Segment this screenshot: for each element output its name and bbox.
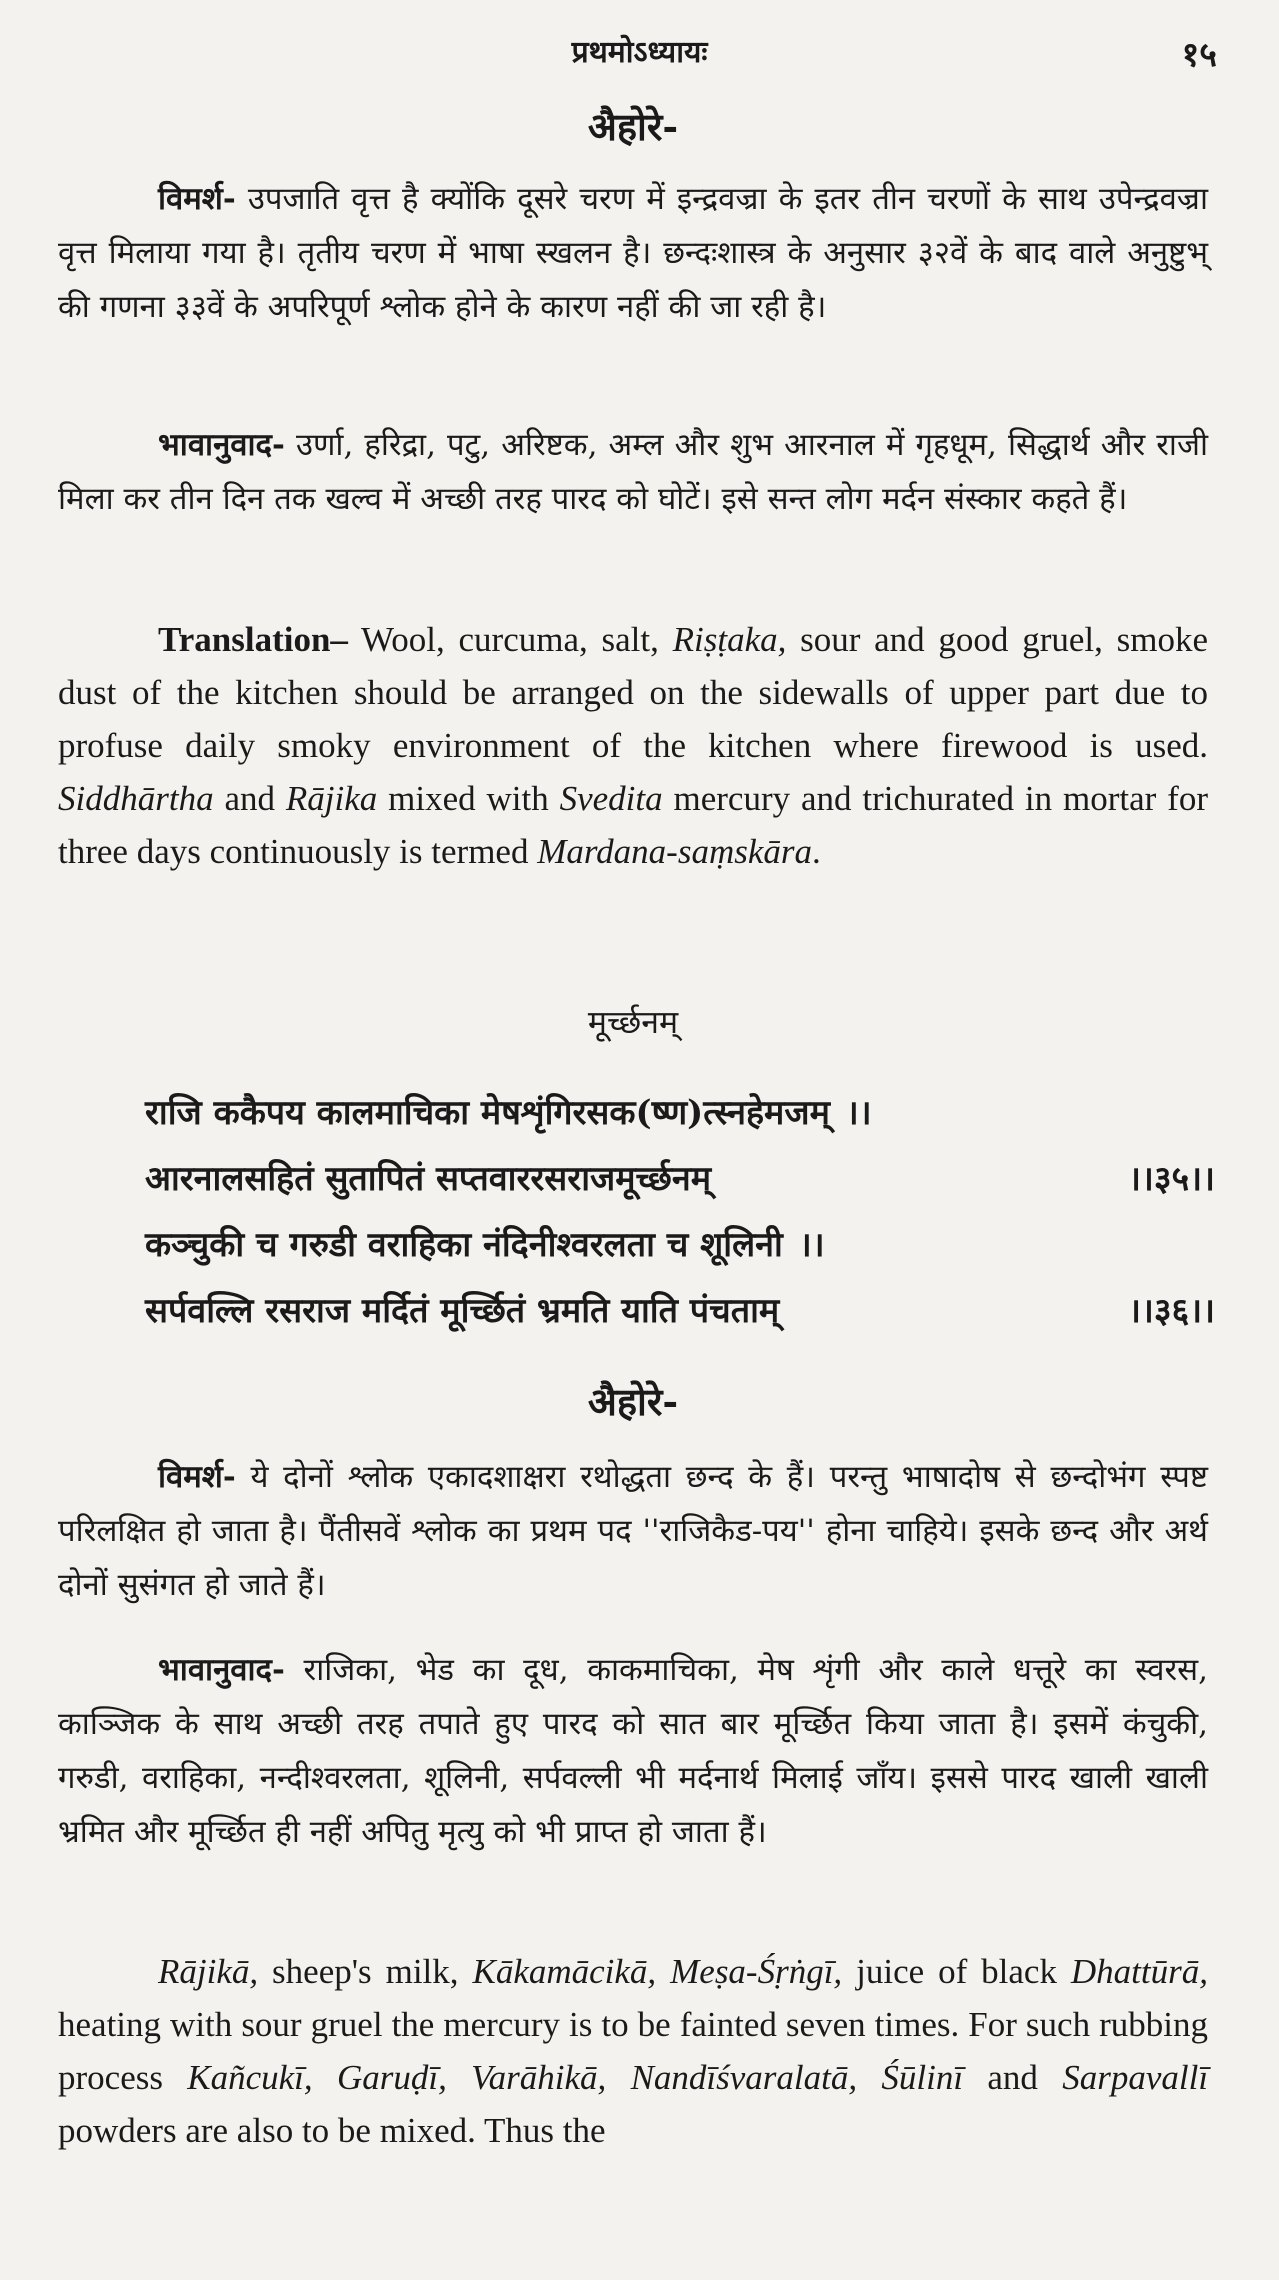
bhavanuvad-paragraph-1 xyxy=(58,418,1208,526)
english-term: Śūlinī xyxy=(881,2058,964,2097)
verse-line-end: ।। xyxy=(798,1225,825,1265)
heading-text: अैहोरे- xyxy=(587,1379,679,1424)
verse-line-text: राजि ककैपय कालमाचिका मेषशृंगिरसक(ष्ण)त्स्नहेमजम् xyxy=(145,1093,830,1133)
chapter-title: प्रथमोऽध्यायः xyxy=(571,35,708,70)
vimarsha-label: विमर्श- xyxy=(158,1459,236,1495)
verse-title-text: मूर्च्छनम् xyxy=(587,1003,679,1041)
verse-line-text: आरनालसहितं सुतापितं सप्तवाररसराजमूर्च्छनम् xyxy=(145,1159,712,1199)
english-part xyxy=(313,2058,337,2097)
verse-line-end: ।।३५।। xyxy=(1128,1159,1215,1199)
page-number: १५ xyxy=(1181,35,1217,75)
translation-part: and xyxy=(213,779,286,818)
verse-title xyxy=(58,1000,1208,1043)
english-part xyxy=(656,1952,670,1991)
english-term: Meṣa-Śṛṅgī, xyxy=(670,1952,843,1991)
bhavanuvad-label: भावानुवाद- xyxy=(158,1652,285,1688)
translation-part: . xyxy=(812,832,821,871)
translation-term: Rājika xyxy=(285,779,378,818)
english-part: heating with sour gruel the mercury is to be fainted seven times. For such rubbing process xyxy=(58,2005,1208,2097)
vimarsha-text: उपजाति वृत्त है क्योंकि दूसरे चरण में इन्द्रवज्रा के इतर तीन चरणों के साथ उपेन्द्रवज्रा वृत्त मिलाया गया है। तृतीय चरण में भाषा स्खलन है। छन्दःशास्त्र के अनुसार ३२वें के बाद वाले अनुष्टुभ् की गणना ३३वें के अपरिपूर्ण श्लोक होने के कारण नहीं की जा रही है। xyxy=(58,181,1208,325)
bhavanuvad-text: राजिका, भेड का दूध, काकमाचिका, मेष शृंगी और काले धत्तूरे का स्वरस, काञ्जिक के साथ अच्छी तरह तपाते हुए पारद को सात बार मूर्च्छित किया जाता है। इसमें कंचुकी, गरुडी, वराहिका, नन्दीश्वरलता, शूलिनी, सर्पवल्ली भी मर्दनार्थ मिलाई जाँय। इससे पारद खाली खाली भ्रमित और मूर्च्छित ही नहीं अपितु मृत्यु को भी प्राप्त हो जाता हैं। xyxy=(58,1652,1208,1850)
page-header xyxy=(0,30,1279,80)
vimarsha-paragraph-2 xyxy=(58,1450,1208,1612)
english-part: and xyxy=(963,2058,1063,2097)
english-part: sheep's milk, xyxy=(258,1952,473,1991)
vimarsha-label: विमर्श- xyxy=(158,181,236,217)
translation-part: sour and good gruel, smoke dust of the kitchen should be arranged on the sidewalls of upper part due to profuse daily smoky environment of the kitchen where firewood is used. xyxy=(58,620,1208,765)
verse-line xyxy=(145,1278,1215,1344)
english-term: Kañcukī, xyxy=(187,2058,313,2097)
heading-text: अैहोरे- xyxy=(587,104,679,149)
verse-line-text: कञ्चुकी च गरुडी वराहिका नंदिनीश्वरलता च शूलिनी xyxy=(145,1225,783,1265)
bhavanuvad-label: भावानुवाद- xyxy=(158,427,285,463)
translation-label: Translation– xyxy=(158,620,348,659)
verse-line-end: ।। xyxy=(845,1093,872,1133)
english-part xyxy=(447,2058,471,2097)
vimarsha-text: ये दोनों श्लोक एकादशाक्षरा रथोद्धता छन्द के हैं। परन्तु भाषादोष से छन्दोभंग स्पष्ट परिलक्षित हो जाता है। पैंतीसवें श्लोक का प्रथम पद ''राजिकैड-पय'' होना चाहिये। इसके छन्द और अर्थ दोनों सुसंगत हो जाते हैं। xyxy=(58,1459,1208,1603)
translation-term: Mardana-saṃskāra xyxy=(537,832,813,871)
english-term: Rājikā, xyxy=(158,1952,259,1991)
translation-term: Svedita xyxy=(559,779,663,818)
english-term: Garuḍī, xyxy=(336,2058,447,2097)
english-term: Dhattūrā, xyxy=(1070,1952,1209,1991)
section-heading-1 xyxy=(58,100,1208,152)
translation-paragraph xyxy=(58,613,1208,878)
verse-line-text: सर्पवल्लि रसराज मर्दितं मूर्च्छितं भ्रमति याति पंचताम् xyxy=(145,1291,780,1331)
verse-line-end: ।।३६।। xyxy=(1128,1291,1215,1331)
verse-block xyxy=(145,1080,1215,1344)
bhavanuvad-paragraph-2 xyxy=(58,1643,1208,1859)
verse-line xyxy=(145,1212,1215,1278)
translation-term: Riṣṭaka, xyxy=(672,620,787,659)
english-paragraph xyxy=(58,1945,1208,2157)
english-part xyxy=(857,2058,881,2097)
english-term: Sarpavallī xyxy=(1062,2058,1209,2097)
bhavanuvad-text: उर्णा, हरिद्रा, पटु, अरिष्टक, अम्ल और शुभ आरनाल में गृहधूम, सिद्धार्थ और राजी मिला कर तीन दिन तक खल्व में अच्छी तरह पारद को घोटें। इसे सन्त लोग मर्दन संस्कार कहते हैं। xyxy=(58,427,1208,517)
translation-term: Siddhārtha xyxy=(58,779,214,818)
verse-line xyxy=(145,1146,1215,1212)
translation-part: mixed with xyxy=(377,779,560,818)
english-part: powders are also to be mixed. Thus the xyxy=(58,2111,606,2150)
english-term: Kākamācikā, xyxy=(472,1952,657,1991)
english-term: Varāhikā, xyxy=(471,2058,607,2097)
translation-part: Wool, curcuma, salt, xyxy=(347,620,673,659)
section-heading-2 xyxy=(58,1375,1208,1427)
vimarsha-paragraph-1 xyxy=(58,172,1208,334)
english-part: juice of black xyxy=(842,1952,1071,1991)
english-term: Nandīśvaralatā, xyxy=(630,2058,858,2097)
translation-part: mercury and trichurated in mortar for three days continuously is termed xyxy=(58,779,1208,871)
verse-line xyxy=(145,1080,1215,1146)
english-part xyxy=(606,2058,630,2097)
